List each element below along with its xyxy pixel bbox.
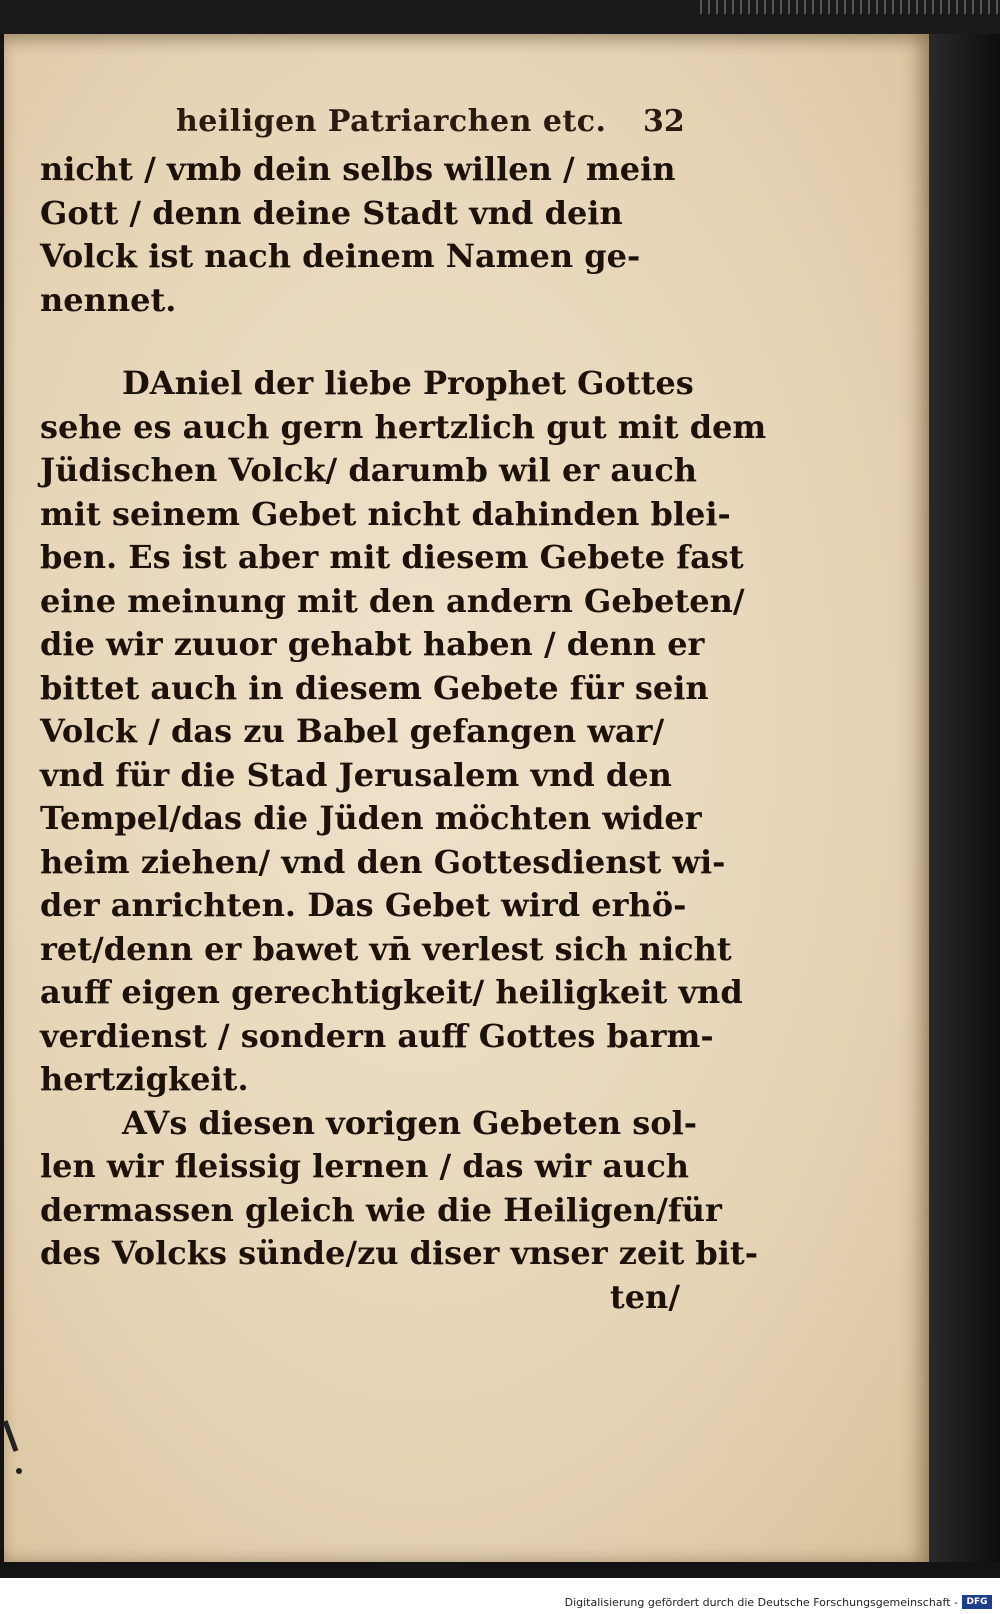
text-line: Volck ist nach deinem Namen ge- [40,237,641,275]
paragraph-gap [40,322,680,362]
text-line: eine meinung mit den andern Gebeten/ [40,581,745,620]
catchword: ten/ [609,1277,680,1316]
text-line: Gott / denn deine Stadt vnd dein [40,193,623,232]
text-line: AVs diesen vorigen Gebeten sol- [122,1103,698,1142]
text-line: dermassen gleich wie die Heiligen/für [40,1190,722,1229]
scan-border-right [929,34,1000,1562]
dfg-logo: DFG [962,1595,992,1609]
text-line: auff eigen gerechtigkeit/ heiligkeit vnd [40,973,743,1011]
text-line: des Volcks sünde/zu diser vnser zeit bit- [40,1234,758,1272]
text-line: sehe es auch gern hertzlich gut mit dem [40,407,767,446]
text-line: ben. Es ist aber mit diesem Gebete fast [40,538,744,576]
text-line: verdienst / sondern auff Gottes barm- [40,1016,714,1055]
text-line: DAniel der liebe Prophet Gottes [122,364,694,402]
text-line: vnd für die Stad Jerusalem vnd den [40,755,672,794]
scanner-ruler [700,0,1000,14]
running-head: heiligen Patriarchen etc. [176,104,607,139]
text-line: Tempel/das die Jüden möchten wider [40,799,702,837]
text-line: Jüdischen Volck/ darumb wil er auch [40,451,698,489]
footer-credit: Digitalisierung gefördert durch die Deutsche Forschungsgemeinschaft - [564,1596,958,1609]
text-line: nennet. [40,280,177,319]
body-text [40,148,767,1319]
text-line: mit seinem Gebet nicht dahinden blei- [40,494,731,533]
text-line: ret/denn er bawet vn̄ verlest sich nicht [40,929,732,968]
text-line: heim ziehen/ vnd den Gottesdienst wi- [40,842,726,881]
text-line: bittet auch in diesem Gebete für sein [40,668,709,707]
text-line: Volck / das zu Babel gefangen war/ [40,712,665,750]
text-line: der anrichten. Das Gebet wird erhö- [40,886,687,924]
page-number: 32 [643,104,685,139]
text-line: hertzigkeit. [40,1060,249,1098]
text-line: len wir fleissig lernen / das wir auch [40,1147,690,1185]
ink-dot [16,1468,22,1474]
text-line: nicht / vmb dein selbs willen / mein [40,150,676,188]
text-line: die wir zuuor gehabt haben / denn er [40,625,705,663]
